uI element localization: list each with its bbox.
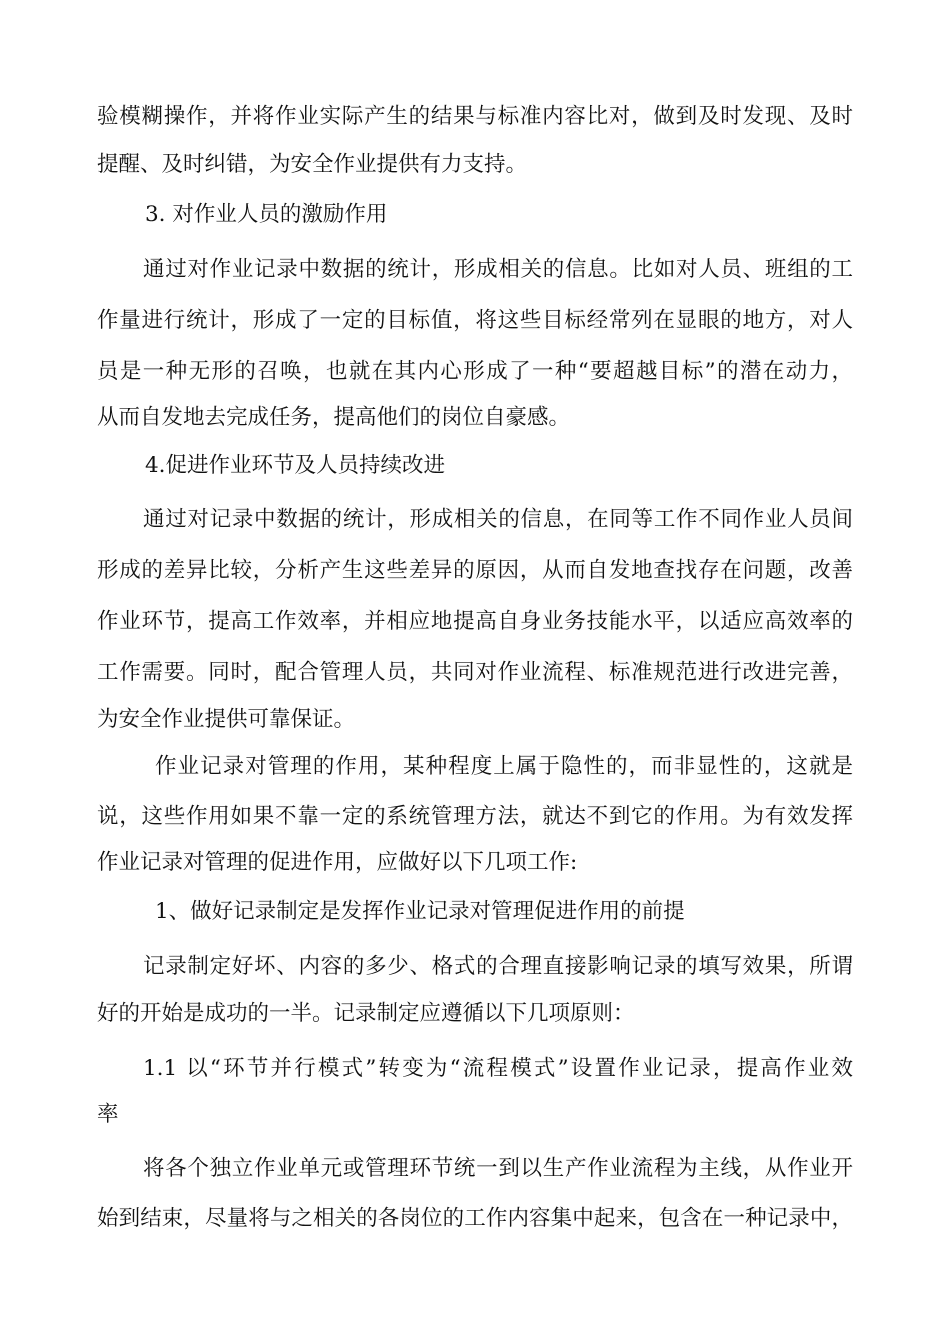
line-text: 从而自发地去完成任务，提高他们的岗位自豪感。 [97,405,571,430]
paragraph-line [0,1199,950,1239]
paragraph-line [0,700,950,740]
line-text: 始到结束，尽量将与之相关的各岗位的工作内容集中起来，包含在一种记录中， [97,1206,853,1231]
line-text: 作业记录对管理的促进作用，应做好以下几项工作: [97,850,578,875]
paragraph-line [0,97,950,137]
line-text: 作量进行统计，形成了一定的目标值，将这些目标经常列在显眼的地方，对人 [97,308,853,333]
line-text: 为安全作业提供可靠保证。 [97,707,356,732]
line-text: 作业环节，提高工作效率，并相应地提高自身业务技能水平，以适应高效率的 [97,609,853,634]
paragraph-line [0,551,950,591]
paragraph-line [0,994,950,1034]
line-text: 形成的差异比较，分析产生这些差异的原因，从而自发地查找存在问题，改善 [97,558,853,583]
paragraph-line [0,843,950,883]
heading-text: 3. 对作业人员的激励作用 [145,202,388,227]
line-text: 好的开始是成功的一半。记录制定应遵循以下几项原则： [97,1001,635,1026]
paragraph-line [0,602,950,642]
section-heading [0,1049,950,1089]
paragraph-line [0,500,950,540]
paragraph-line [0,653,950,693]
line-text: 将各个独立作业单元或管理环节统一到以生产作业流程为主线，从作业开 [143,1156,853,1181]
heading-text: 率 [97,1102,119,1127]
paragraph-line [0,352,950,392]
line-text: 提醒、及时纠错，为安全作业提供有力支持。 [97,152,528,177]
heading-text: 4.促进作业环节及人员持续改进 [145,453,446,478]
paragraph-line [0,301,950,341]
heading-text: 1.1 以“环节并行模式”转变为“流程模式”设置作业记录，提高作业效 [143,1056,853,1081]
paragraph-line [0,145,950,185]
paragraph-line [0,250,950,290]
line-text: 说，这些作用如果不靠一定的系统管理方法，就达不到它的作用。为有效发挥 [97,804,853,829]
line-text: 通过对作业记录中数据的统计，形成相关的信息。比如对人员、班组的工 [143,257,853,282]
line-text: 员是一种无形的召唤，也就在其内心形成了一种“要超越目标”的潜在动力， [97,359,853,384]
section-heading [0,892,950,932]
section-heading [0,1095,950,1135]
section-heading [0,446,950,486]
line-text: 记录制定好坏、内容的多少、格式的合理直接影响记录的填写效果，所谓 [143,954,853,979]
section-heading [0,195,950,235]
line-text: 通过对记录中数据的统计，形成相关的信息，在同等工作不同作业人员间 [143,507,853,532]
paragraph-line [0,947,950,987]
paragraph-line [0,797,950,837]
paragraph-line [0,398,950,438]
line-text: 验模糊操作，并将作业实际产生的结果与标准内容比对，做到及时发现、及时 [97,104,853,129]
heading-text: 1、做好记录制定是发挥作业记录对管理促进作用的前提 [155,899,685,924]
line-text: 作业记录对管理的作用，某种程度上属于隐性的，而非显性的，这就是 [155,754,853,779]
paragraph-line [0,1149,950,1189]
paragraph-line [0,747,950,787]
line-text: 工作需要。同时，配合管理人员，共同对作业流程、标准规范进行改进完善， [97,660,853,685]
